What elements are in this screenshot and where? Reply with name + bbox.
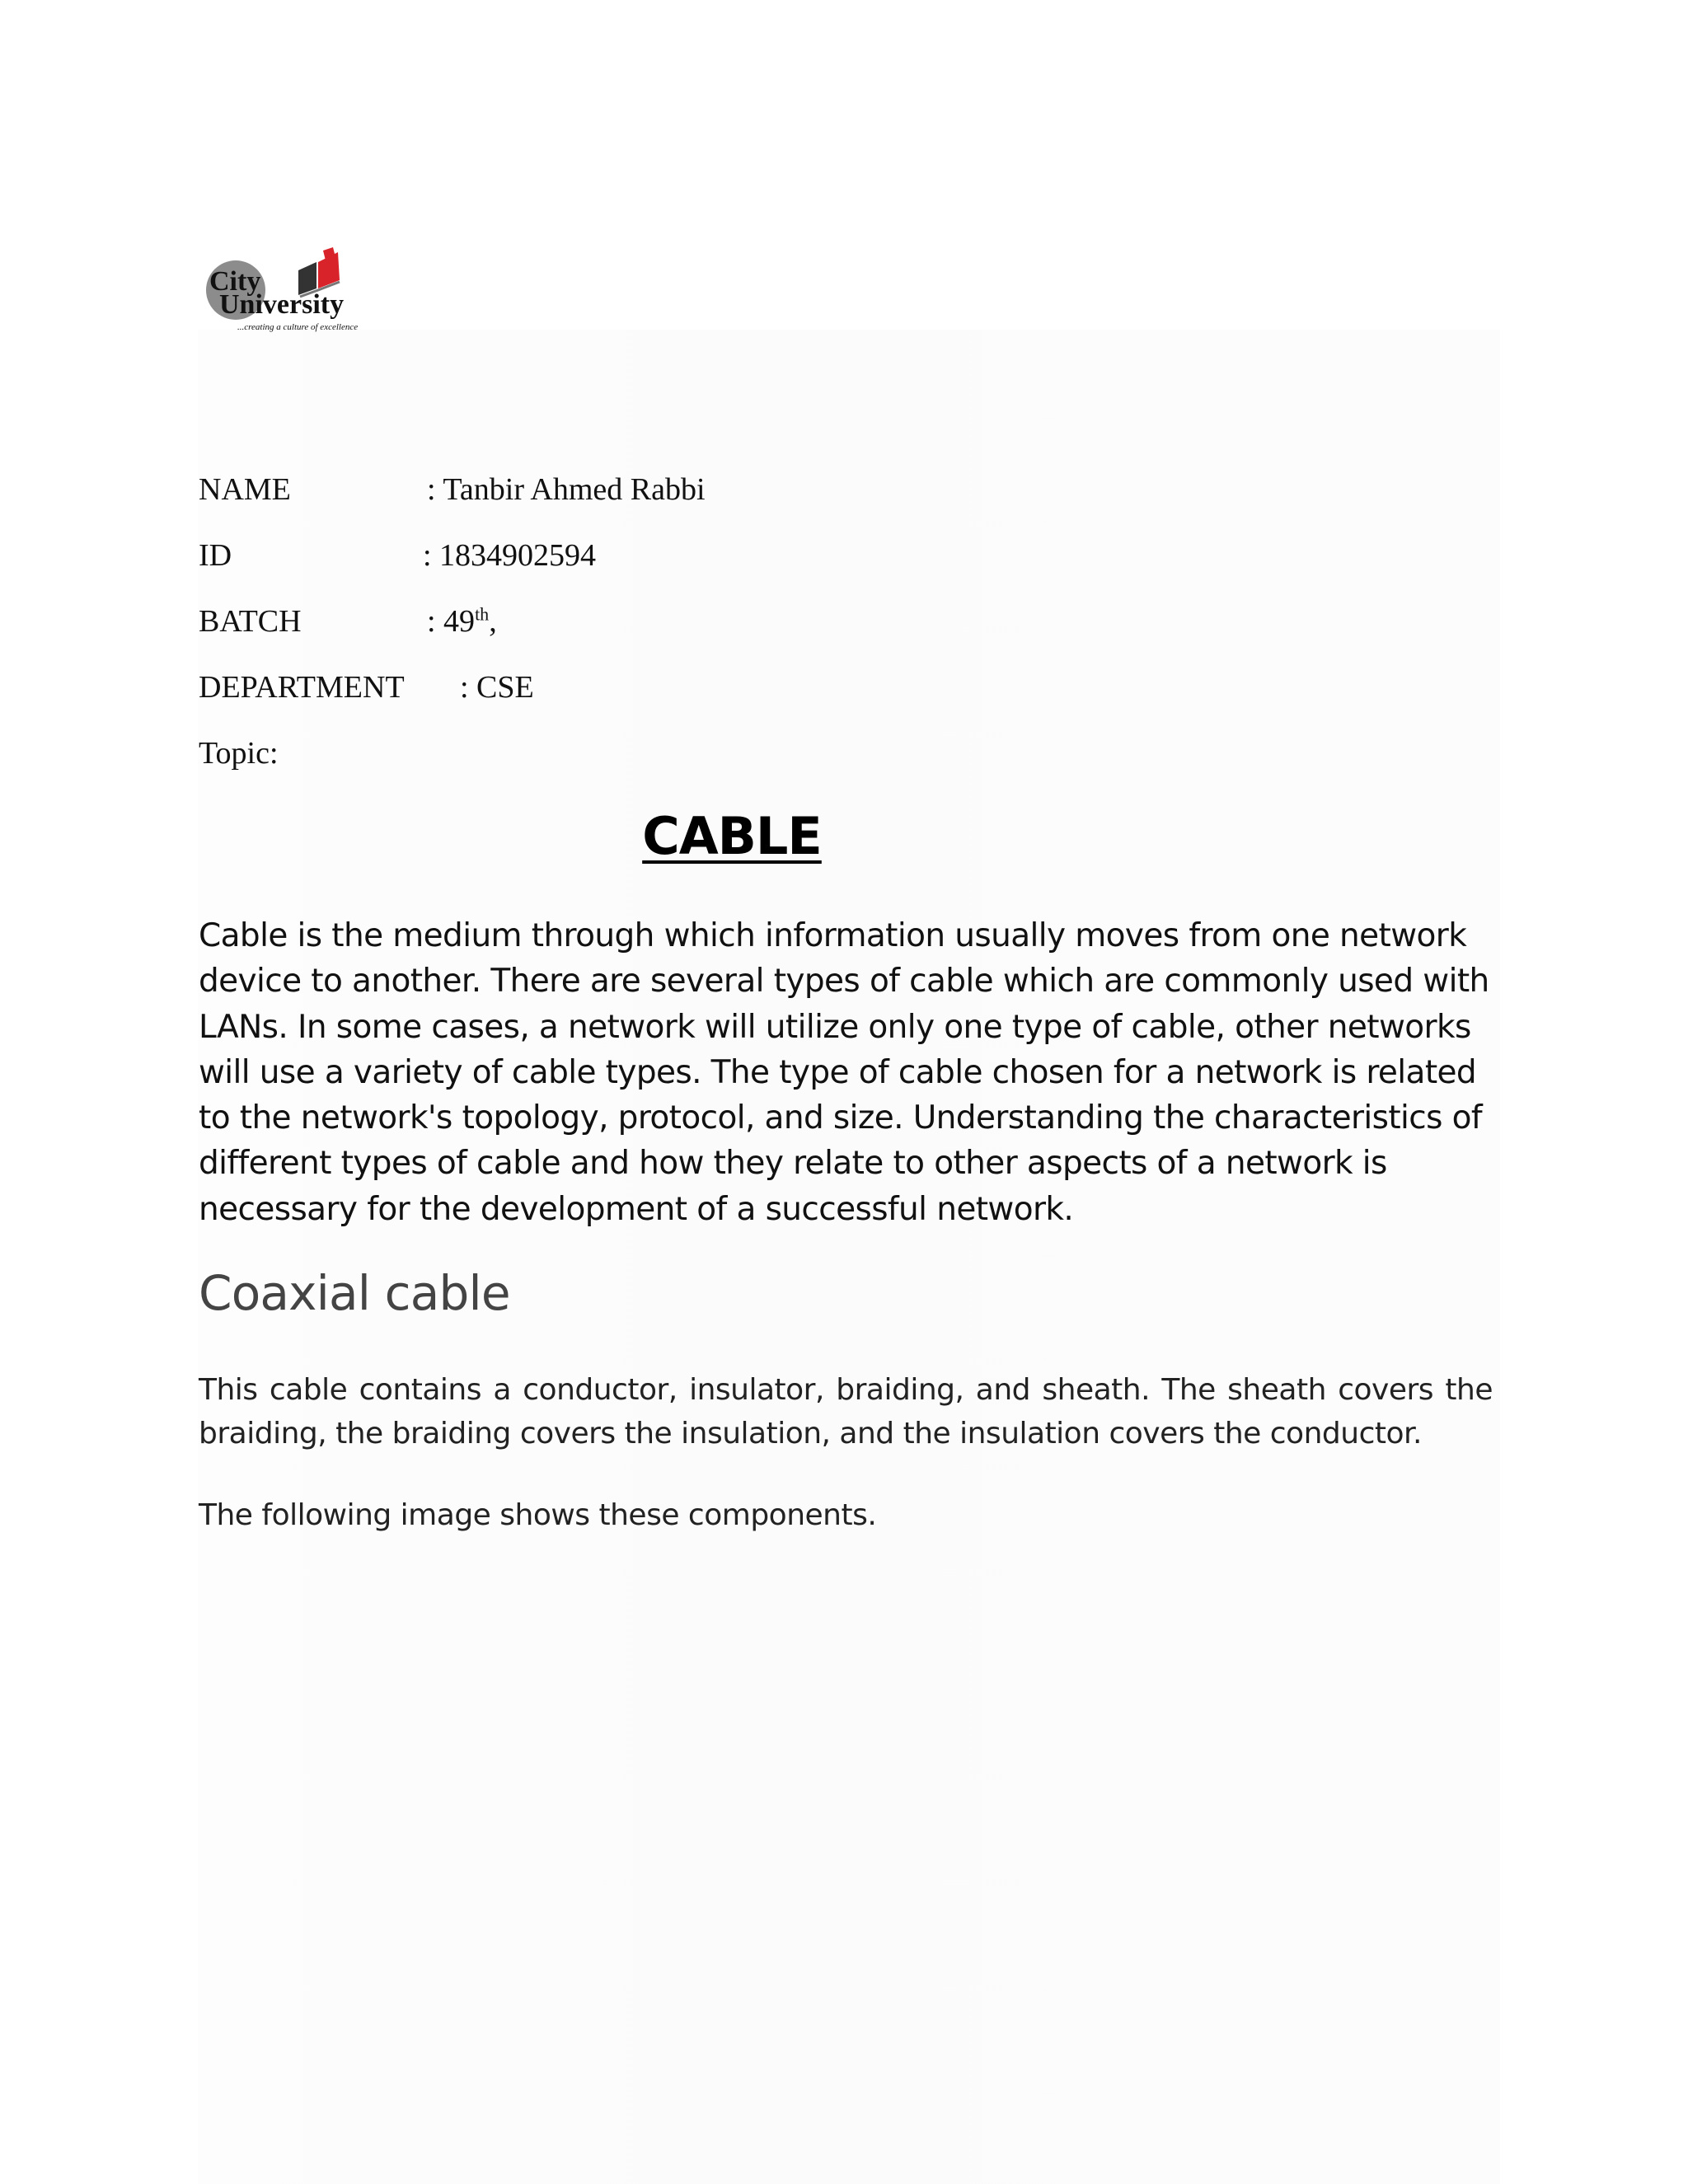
department-label: DEPARTMENT xyxy=(199,670,405,705)
city-university-logo xyxy=(201,247,391,338)
page-title: CABLE xyxy=(642,806,822,866)
intro-paragraph: Cable is the medium through which information usually moves from one network device to another. There are several types of cable which are commonly used with LANs. In some cases, a network will utilize only one type of cable, other networks will use a variety of cable types. The type of cable chosen for a network is related to the network's topology, protocol, and size. Understanding the characteristics of different types of cable and how they relate to other aspects of a network is necessary for the development of a successful network. xyxy=(199,917,1489,1228)
id-value: : 1834902594 xyxy=(423,538,597,573)
name-value: : Tanbir Ahmed Rabbi xyxy=(427,472,706,507)
following-image-text: The following image shows these components. xyxy=(199,1498,877,1532)
logo-line2: University xyxy=(219,289,345,320)
department-value: : CSE xyxy=(460,670,534,705)
logo-tagline: ...creating a culture of excellence xyxy=(237,322,359,332)
id-label: ID xyxy=(199,538,232,573)
logo-line1: City xyxy=(209,266,261,297)
batch-value: : 49th, xyxy=(427,603,497,639)
name-label: NAME xyxy=(199,472,291,507)
topic-label: Topic: xyxy=(199,736,279,771)
coaxial-heading: Coaxial cable xyxy=(199,1265,510,1321)
batch-label: BATCH xyxy=(199,604,302,639)
coaxial-paragraph: This cable contains a conductor, insulator, braiding, and sheath. The sheath covers the braiding, the braiding covers the insulation, and the insulation covers the conductor. xyxy=(199,1373,1493,1451)
content-background xyxy=(198,330,1500,2184)
batch-superscript: th xyxy=(475,603,490,625)
